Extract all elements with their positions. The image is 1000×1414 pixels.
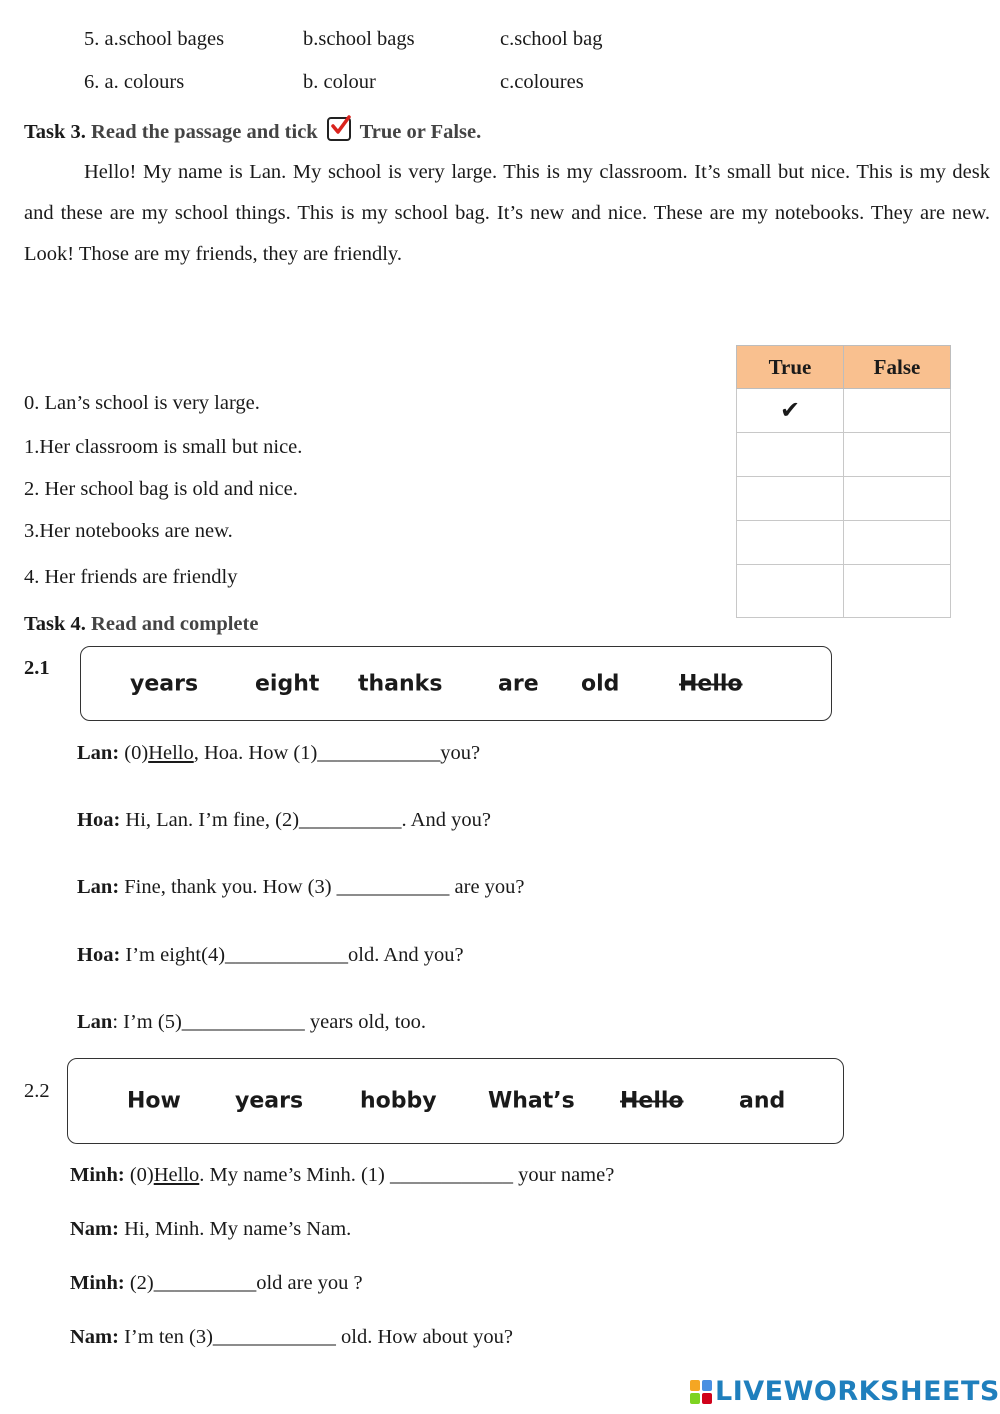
speaker: Lan xyxy=(77,1011,113,1033)
word-bank-2-1 xyxy=(80,646,832,721)
speaker: Nam: xyxy=(70,1218,119,1240)
false-cell-4[interactable] xyxy=(844,565,951,618)
false-cell-2[interactable] xyxy=(844,477,951,521)
line-text: I’m ten (3)____________ old. How about you? xyxy=(118,1326,513,1348)
task3-heading xyxy=(24,117,481,144)
word-bank-item: What’s xyxy=(488,1088,575,1114)
speaker: Lan: xyxy=(77,876,120,898)
speaker: Hoa: xyxy=(77,809,121,831)
true-cell-0[interactable]: ✔ xyxy=(737,389,844,433)
option-a-6: 6. a. colours xyxy=(84,71,185,93)
true-false-table xyxy=(736,345,951,618)
option-c-6: c.coloures xyxy=(500,71,584,93)
task4-label: Task 4. xyxy=(24,613,86,635)
speaker: Minh: xyxy=(70,1164,125,1186)
statement-1: 1.Her classroom is small but nice. xyxy=(24,436,303,458)
example-answer: Hello xyxy=(148,742,194,764)
statement-0: 0. Lan’s school is very large. xyxy=(24,392,260,414)
word-bank-2-2 xyxy=(67,1058,844,1144)
true-cell-1[interactable] xyxy=(737,433,844,477)
dialogue-line xyxy=(77,1011,426,1034)
option-c-5: c.school bag xyxy=(500,28,603,50)
word-bank-item: are xyxy=(498,671,539,696)
word-bank-item-crossed: Hello xyxy=(679,671,743,696)
task3-label: Task 3. xyxy=(24,121,86,143)
word-bank-item: and xyxy=(739,1088,786,1114)
example-answer: Hello xyxy=(153,1164,200,1186)
line-text: I’m eight(4)____________old. And you? xyxy=(120,944,464,966)
speaker: Nam: xyxy=(70,1326,119,1348)
task3-instruction-a: Read the passage and tick xyxy=(91,121,318,143)
word-bank-item: thanks xyxy=(358,671,443,696)
task3-instruction-b: True or False. xyxy=(359,121,482,143)
statement-4: 4. Her friends are friendly xyxy=(24,566,238,588)
word-bank-item: How xyxy=(127,1088,181,1114)
task4-instruction: Read and complete xyxy=(91,613,259,635)
line-text: : I’m (5)____________ years old, too. xyxy=(112,1011,427,1033)
reading-passage: Hello! My name is Lan. My school is very large. This is my classroom. It’s small but nice. This is my desk and these are my school things. This is my school bag. It’s new and nice. These are my notebooks. They are new. Look! Those are my friends, they are friendly. xyxy=(24,161,990,265)
false-cell-0[interactable] xyxy=(844,389,951,433)
speaker: Lan: xyxy=(77,742,120,764)
statement-3: 3.Her notebooks are new. xyxy=(24,520,233,542)
line-text: Hi, Lan. I’m fine, (2)__________. And you? xyxy=(120,809,491,831)
word-bank-item: old xyxy=(581,671,620,696)
false-cell-1[interactable] xyxy=(844,433,951,477)
dialogue-line xyxy=(70,1272,363,1295)
line-text: . My name’s Minh. (1) ____________ your name? xyxy=(199,1164,615,1186)
line-text: (0) xyxy=(124,1164,154,1186)
dialogue-line xyxy=(77,944,464,967)
dialogue-line xyxy=(77,742,480,765)
statement-2: 2. Her school bag is old and nice. xyxy=(24,478,298,500)
logo-mark-icon xyxy=(690,1380,712,1404)
part-2-1-number: 2.1 xyxy=(24,657,50,679)
checkbox-tick-icon xyxy=(327,117,351,141)
word-bank-item-crossed: Hello xyxy=(620,1088,684,1114)
option-b-5: b.school bags xyxy=(303,28,415,50)
dialogue-line xyxy=(77,809,491,832)
liveworksheets-logo xyxy=(690,1376,1000,1407)
true-cell-4[interactable] xyxy=(737,565,844,618)
word-bank-item: hobby xyxy=(360,1088,437,1114)
line-text: Fine, thank you. How (3) ___________ are you? xyxy=(119,876,525,898)
word-bank-item: years xyxy=(235,1088,304,1114)
option-b-6: b. colour xyxy=(303,71,376,93)
false-cell-3[interactable] xyxy=(844,521,951,565)
task4-heading xyxy=(24,613,258,636)
line-text: , Hoa. How (1)____________you? xyxy=(193,742,481,764)
dialogue-line xyxy=(70,1218,351,1241)
part-2-2-number: 2.2 xyxy=(24,1080,50,1102)
true-header: True xyxy=(737,346,844,389)
option-a-5: 5. a.school bages xyxy=(84,28,225,50)
logo-wordmark: LIVEWORKSHEETS xyxy=(715,1376,1000,1407)
dialogue-line xyxy=(70,1164,614,1187)
line-text: (0) xyxy=(119,742,149,764)
line-text: (2)__________old are you ? xyxy=(124,1272,363,1294)
word-bank-item: eight xyxy=(255,671,320,696)
speaker: Minh: xyxy=(70,1272,125,1294)
dialogue-line xyxy=(70,1326,513,1349)
word-bank-item: years xyxy=(130,671,199,696)
dialogue-line xyxy=(77,876,525,899)
line-text: Hi, Minh. My name’s Nam. xyxy=(118,1218,352,1240)
true-cell-2[interactable] xyxy=(737,477,844,521)
false-header: False xyxy=(844,346,951,389)
speaker: Hoa: xyxy=(77,944,121,966)
true-cell-3[interactable] xyxy=(737,521,844,565)
